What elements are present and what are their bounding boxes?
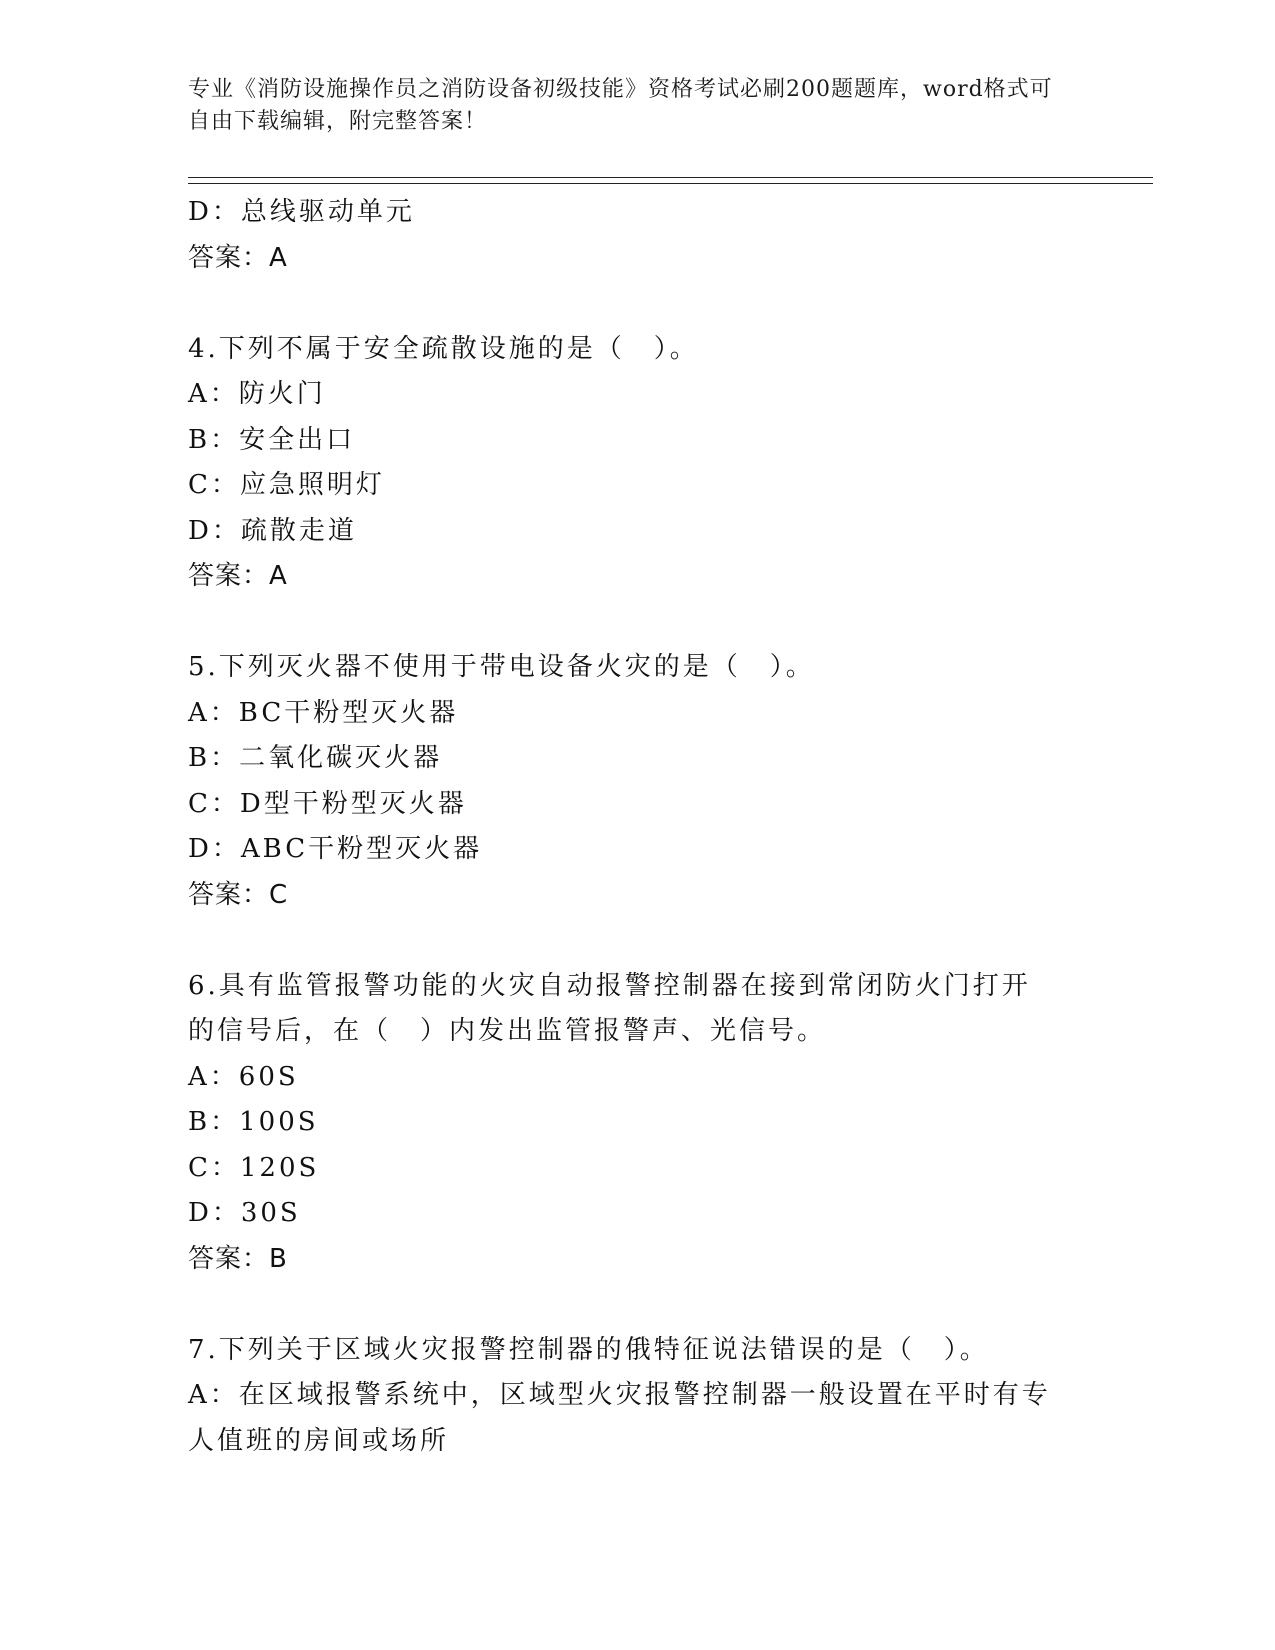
answer-line: 答案：A — [188, 242, 288, 273]
option-c: C：D型干粉型灭火器 — [188, 788, 467, 819]
option-d: D：疏散走道 — [188, 515, 357, 546]
spacer — [188, 918, 1088, 964]
option-b: B：100S — [188, 1107, 319, 1137]
option-c: C：应急照明灯 — [188, 470, 385, 500]
option-b: B：二氧化碳灭火器 — [188, 743, 443, 773]
header-divider-bottom — [188, 183, 1153, 184]
question-stem: 7.下列关于区域火灾报警控制器的俄特征说法错误的是（ ）。 — [188, 1334, 989, 1365]
option-d: D：ABC干粉型灭火器 — [188, 834, 483, 864]
question-stem: 6.具有监管报警功能的火灾自动报警控制器在接到常闭防火门打开的信号后，在（ ）内发出监管报警声、光信号。 — [188, 970, 1031, 1046]
option-c: C：120S — [188, 1152, 320, 1183]
option-a: A：60S — [188, 1061, 299, 1092]
answer-line: 答案：C — [188, 879, 289, 910]
option-d: D：总线驱动单元 — [188, 197, 415, 227]
answer-line: 答案：A — [188, 561, 288, 591]
option-a: A：防火门 — [188, 379, 326, 409]
option-b: B：安全出口 — [188, 424, 356, 455]
document-header: 专业《消防设施操作员之消防设备初级技能》资格考试必刷200题题库，word格式可自由下载编辑，附完整答案！ — [188, 77, 1053, 134]
option-d: D：30S — [188, 1198, 301, 1228]
option-a: A：BC干粉型灭火器 — [188, 697, 459, 728]
question-stem: 5.下列灭火器不使用于带电设备火灾的是（ ）。 — [188, 652, 815, 682]
spacer — [188, 281, 1088, 327]
question-list — [188, 190, 1088, 1464]
spacer — [188, 1282, 1088, 1328]
answer-line: 答案：B — [188, 1243, 288, 1274]
spacer — [188, 600, 1088, 646]
option-a: A：在区域报警系统中，区域型火灾报警控制器一般设置在平时有专人值班的房间或场所 — [188, 1380, 1051, 1456]
header-divider-top — [188, 177, 1153, 178]
question-stem: 4.下列不属于安全疏散设施的是（ ）。 — [188, 333, 699, 364]
